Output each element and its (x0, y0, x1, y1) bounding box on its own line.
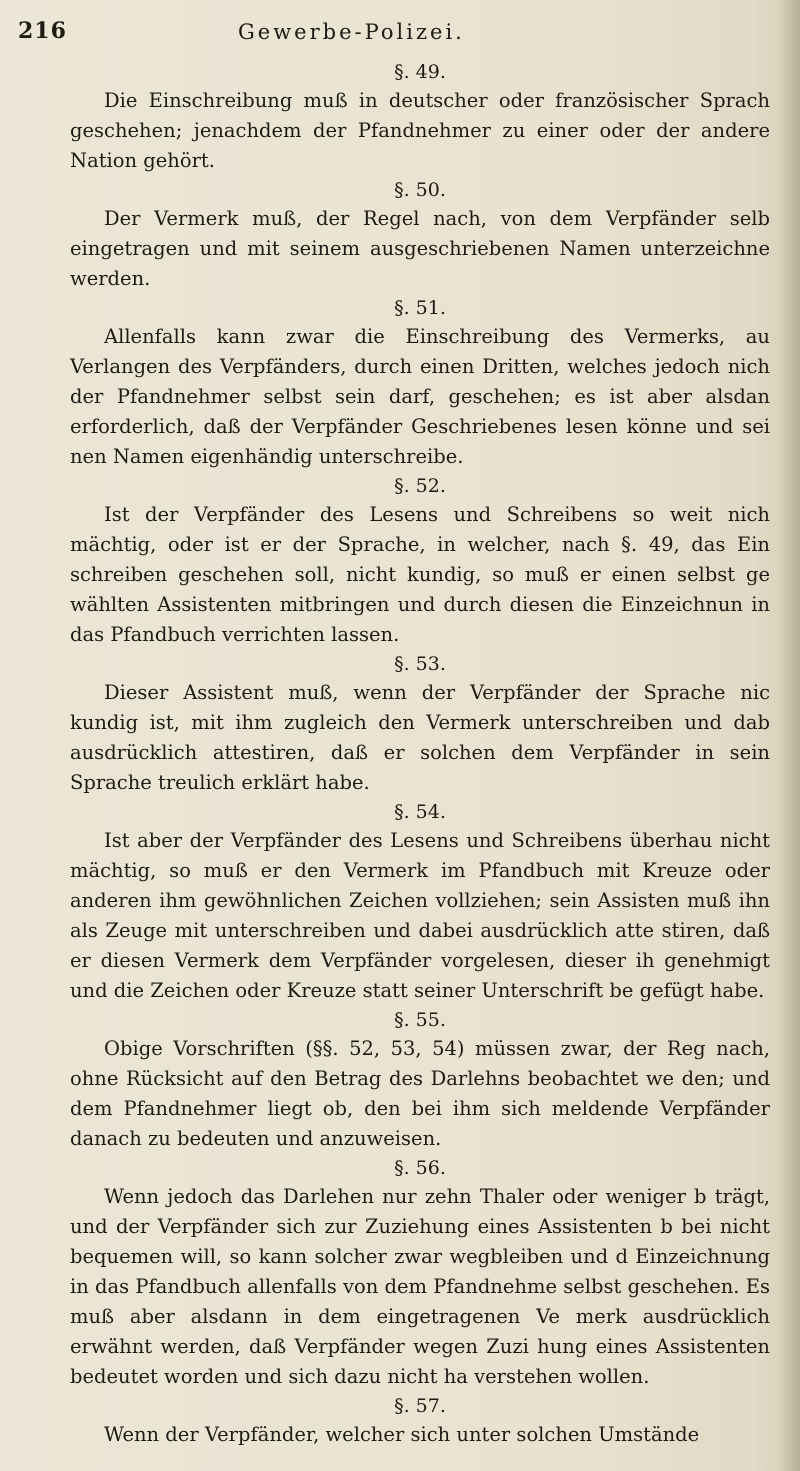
section-57 (70, 1392, 770, 1450)
section-text: Allenfalls kann zwar die Einschreibung des Vermerks, au Verlangen des Verpfänders, durch einen Dritten, welches jedoch nich der Pfandnehmer selbst sein darf, geschehen; es ist aber alsdan erforderlich, daß der Verpfänder Geschriebenes lesen könne und sei nen Namen eigenhändig unterschreibe. (70, 325, 770, 468)
section-text: Dieser Assistent muß, wenn der Verpfänder der Sprache nic kundig ist, mit ihm zugleich den Vermerk unterschreiben und dab ausdrücklich attestiren, daß er solchen dem Verpfänder in sein Sprache treulich erklärt habe. (70, 681, 770, 794)
section-52 (70, 472, 770, 650)
section-text: Der Vermerk muß, der Regel nach, von dem Verpfänder selb eingetragen und mit seinem ausgeschriebenen Namen unterzeichne werden. (70, 207, 770, 290)
section-text: Obige Vorschriften (§§. 52, 53, 54) müssen zwar, der Reg nach, ohne Rücksicht auf den Betrag des Darlehns beobachtet we den; und dem Pfandnehmer liegt ob, den bei ihm sich meldende Verpfänder danach zu bedeuten und anzuweisen. (70, 1037, 770, 1150)
section-number: §. 56. (394, 1157, 446, 1179)
running-title: Gewerbe-Polizei. (238, 20, 465, 44)
section-56 (70, 1154, 770, 1392)
section-51 (70, 294, 770, 472)
page-header (18, 14, 778, 54)
section-text: Wenn der Verpfänder, welcher sich unter solchen Umstände (104, 1423, 700, 1446)
section-text: Ist der Verpfänder des Lesens und Schreibens so weit nich mächtig, oder ist er der Sprache, in welcher, nach §. 49, das Ein schreiben geschehen soll, nicht kundig, so muß er einen selbst ge wählten Assistenten mitbringen und durch diesen die Einzeichnun in das Pfandbuch verrichten lassen. (70, 503, 770, 646)
section-number: §. 55. (394, 1009, 446, 1031)
section-text: Ist aber der Verpfänder des Lesens und Schreibens überhau nicht mächtig, so muß er den Vermerk im Pfandbuch mit Kreuze oder anderen ihm gewöhnlichen Zeichen vollziehen; sein Assisten muß ihn als Zeuge mit unterschreiben und dabei ausdrücklich atte stiren, daß er diesen Vermerk dem Verpfänder vorgelesen, dieser ih genehmigt und die Zeichen oder Kreuze statt seiner Unterschrift be gefügt habe. (70, 829, 770, 1002)
section-54 (70, 798, 770, 1006)
section-49 (70, 58, 770, 176)
section-text: Die Einschreibung muß in deutscher oder französischer Sprach geschehen; jenachdem der Pfandnehmer zu einer oder der andere Nation gehört. (70, 89, 770, 172)
section-number: §. 54. (394, 801, 446, 823)
section-number: §. 49. (394, 61, 446, 83)
section-number: §. 52. (394, 475, 446, 497)
section-text: Wenn jedoch das Darlehen nur zehn Thaler oder weniger b trägt, und der Verpfänder sich zur Zuziehung eines Assistenten b bei nicht bequemen will, so kann solcher zwar wegbleiben und d Einzeichnung in das Pfandbuch allenfalls von dem Pfandnehme selbst geschehen. Es muß aber alsdann in dem eingetragenen Ve merk ausdrücklich erwähnt werden, daß Verpfänder wegen Zuzi hung eines Assistenten bedeutet worden und sich dazu nicht ha verstehen wollen. (70, 1185, 770, 1388)
section-number: §. 50. (394, 179, 446, 201)
section-number: §. 57. (394, 1395, 446, 1417)
section-number: §. 51. (394, 297, 446, 319)
section-55 (70, 1006, 770, 1154)
section-53 (70, 650, 770, 798)
page-edge-shadow (778, 0, 800, 1471)
section-50 (70, 176, 770, 294)
document-body (70, 58, 770, 1450)
page-number: 216 (18, 18, 67, 44)
section-number: §. 53. (394, 653, 446, 675)
